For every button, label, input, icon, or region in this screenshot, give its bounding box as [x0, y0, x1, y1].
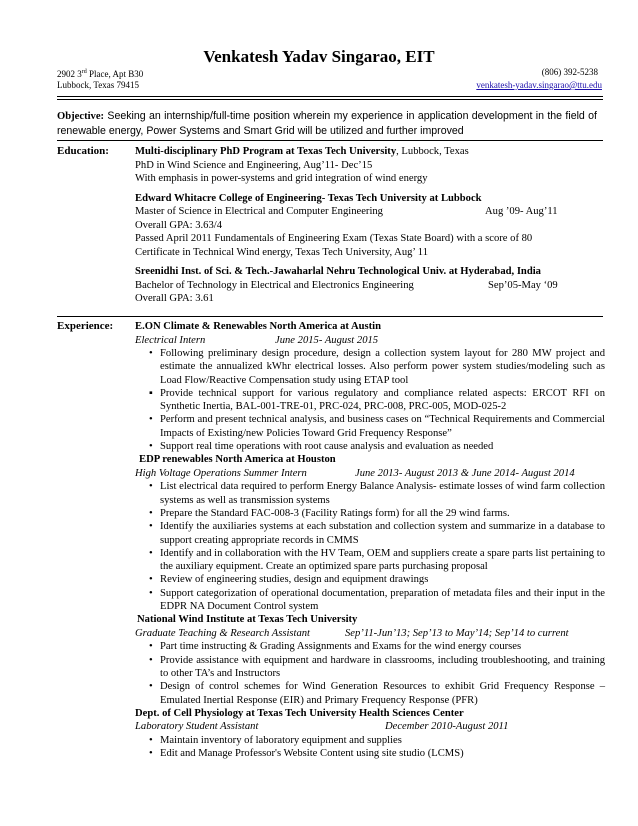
- job-4-dates: December 2010-August 2011: [385, 721, 509, 733]
- job-4-org: Dept. of Cell Physiology at Texas Tech University Health Sciences Center: [135, 707, 464, 719]
- bullet-item: • List electrical data required to perform Energy Balance Analysis- estimate losses of wind farm collection systems as well as transmission systems: [149, 481, 605, 506]
- bullet-item: • Edit and Manage Professor's Website Content using site studio (LCMS): [149, 748, 464, 760]
- objective-divider: [57, 140, 603, 141]
- bullet-item: • Provide assistance with equipment and hardware in classrooms, including troubleshooting, and training to other TA’s and Instructors: [149, 654, 605, 679]
- job-2-bullets: [135, 480, 605, 613]
- job-2-title-row: [135, 467, 605, 481]
- bullet-item: • Design of control schemes for Wind Generation Resources to exhibit Grid Frequency Response – Emulated Inertial Response (EIR) and Primary Frequency Response (PFR): [149, 681, 605, 706]
- job-2-title: High Voltage Operations Summer Intern: [135, 467, 307, 479]
- experience-label: Experience:: [57, 320, 114, 332]
- bullet-item: • Following preliminary design procedure, design a collection system layout for 280 MW project and estimate the annualized kWhr electrical losses. Also perform power system studies/modeling such as Load Flow/Reactive Compensation study using ETAP tool: [149, 348, 605, 386]
- job-4-bullets: [135, 734, 605, 761]
- bullet-item: ▪ Provide technical support for various regulatory and compliance related aspects: ERCOT RFI on Synthetic Inertia, BAL-001-TRE-01, PRC-024, PRC-008, PRC-005, MOD-025-2: [149, 387, 605, 413]
- job-1-bullets: [135, 347, 605, 453]
- objective-text: Seeking an internship/full-time position wherein my experience in application development in the field of renewable energy, Power Systems and Smart Grid will be utilized and further improved: [57, 110, 597, 137]
- bullet-item: • Support categorization of operational documentation, preparation of metadata files and their input in the EDPR NA Document Control system: [149, 587, 605, 613]
- job-4-title: Laboratory Student Assistant: [135, 721, 259, 733]
- bullet-item: • Identify the auxiliaries systems at each substation and collection system and summarize in a database to support creating appropriate records in CMMS: [149, 521, 605, 546]
- education-section: [135, 145, 605, 306]
- job-3-title: Graduate Teaching & Research Assistant: [135, 627, 310, 639]
- job-3-org: National Wind Institute at Texas Tech University: [137, 614, 358, 626]
- education-entry-3-line: Overall GPA: 3.61: [135, 293, 214, 304]
- bullet-item: • Review of engineering studies, design and equipment drawings: [149, 574, 429, 586]
- education-entry-2-school: Edward Whitacre College of Engineering- Texas Tech University at Lubbock: [135, 192, 482, 204]
- job-1-dates: June 2015- August 2015: [275, 334, 379, 346]
- job-4-title-row: [135, 720, 605, 734]
- education-entry-3-degree-row: [135, 279, 605, 293]
- education-entry-2-line: Certificate in Technical Wind energy, Texas Tech University, Aug’ 11: [135, 246, 429, 258]
- address-line-2: Lubbock, Texas 79415: [57, 80, 139, 90]
- header-divider-thin: [57, 99, 603, 100]
- education-entry-3-school: Sreenidhi Inst. of Sci. & Tech.-Jawaharlal Nehru Technological Univ. at Hyderabad, India: [135, 266, 541, 277]
- phone-number: (806) 392-5238: [541, 67, 598, 77]
- objective-label: Objective:: [57, 111, 105, 122]
- education-entry-2-dates: Aug ’09- Aug’11: [485, 206, 558, 217]
- education-entry-2-line: Overall GPA: 3.63/4: [135, 219, 223, 231]
- education-entry-2-line: Passed April 2011 Fundamentals of Engineering Exam (Texas State Board) with a score of 80: [135, 233, 533, 244]
- email-link[interactable]: venkatesh-yadav.singarao@ttu.edu: [476, 80, 602, 90]
- education-divider: [57, 316, 603, 317]
- bullet-item: • Prepare the Standard FAC-008-3 (Facility Ratings form) for all the 29 wind farms.: [149, 507, 510, 519]
- education-entry-3-degree: Bachelor of Technology in Electrical and Electronics Engineering: [135, 279, 414, 291]
- education-label: Education:: [57, 145, 109, 157]
- bullet-item: • Identify and in collaboration with the HV Team, OEM and suppliers create a spare parts list pertaining to the auxiliary equipment. Create an optimized spare parts purchasing proposal: [149, 547, 605, 573]
- experience-section: [135, 320, 605, 760]
- education-entry-1-line: With emphasis in power-systems and grid integration of wind energy: [135, 173, 428, 184]
- job-3-dates: Sep’11-Jun’13; Sep’13 to May’14; Sep’14 to current: [345, 627, 569, 639]
- objective-section: [57, 109, 597, 138]
- job-3-bullets: [135, 640, 605, 706]
- job-1-org: E.ON Climate & Renewables North America at Austin: [135, 321, 381, 332]
- education-entry-1-line: PhD in Wind Science and Engineering, Aug’11- Dec’15: [135, 159, 373, 171]
- header-divider: [57, 96, 603, 97]
- education-entry-2-degree: Master of Science in Electrical and Computer Engineering: [135, 206, 383, 217]
- bullet-item: • Perform and present technical analysis, and business cases on “Technical Requirements and Commercial Impacts of Existing/new Policies Toward Grid Frequency Response”: [149, 414, 605, 439]
- education-entry-2-degree-row: [135, 205, 605, 219]
- bullet-item: • Support real time operations with root cause analysis and evaluation as needed: [149, 441, 494, 453]
- bullet-item: • Maintain inventory of laboratory equipment and supplies: [149, 734, 402, 746]
- job-1-title: Electrical Intern: [135, 334, 206, 346]
- job-1-title-row: [135, 334, 605, 348]
- job-2-org: EDP renewables North America at Houston: [139, 454, 336, 466]
- education-entry-3-dates: Sep’05-May ‘09: [488, 279, 558, 291]
- job-2-dates: June 2013- August 2013 & June 2014- August 2014: [355, 467, 575, 479]
- bullet-item: • Part time instructing & Grading Assignments and Exams for the wind energy courses: [149, 641, 522, 653]
- education-entry-1-school: Multi-disciplinary PhD Program at Texas Tech University, Lubbock, Texas: [135, 146, 469, 157]
- candidate-name: Venkatesh Yadav Singarao, EIT: [203, 47, 435, 66]
- job-3-title-row: [135, 627, 605, 641]
- address-line-1: 2902 3rd Place, Apt B30: [57, 69, 144, 79]
